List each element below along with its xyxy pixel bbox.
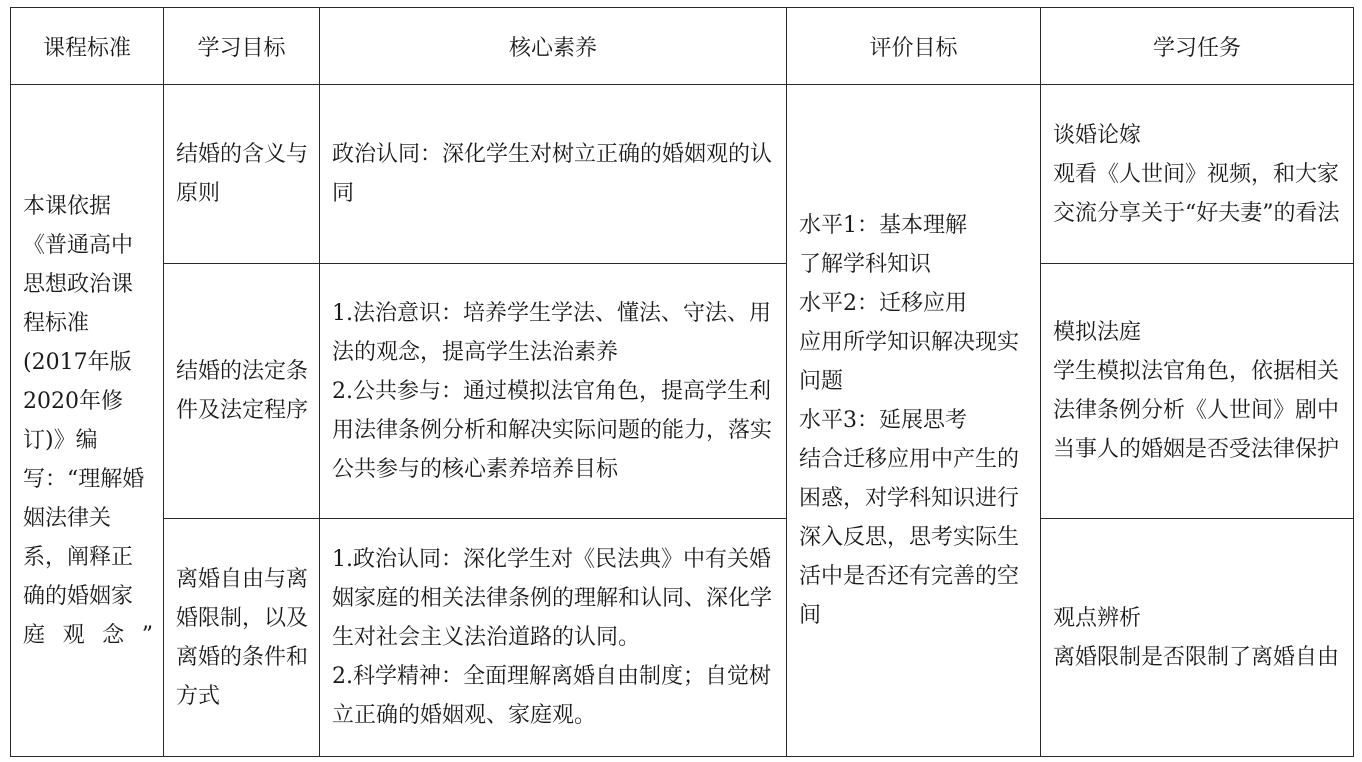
literacy-item: 2.公共参与：通过模拟法官角色，提高学生利用法律条例分析和解决实际问题的能力，落实公共参与的核心素养培养目标 bbox=[332, 378, 773, 482]
task-desc: 离婚限制是否限制了离婚自由 bbox=[1053, 644, 1340, 670]
evaluation-desc: 结合迁移应用中产生的困惑，对学科知识进行深入反思，思考实际生活中是否还有完善的空间 bbox=[799, 447, 1020, 628]
evaluation-desc: 了解学科知识 bbox=[799, 252, 932, 277]
literacy-item: 政治认同：深化学生对树立正确的婚姻观的认同 bbox=[332, 142, 773, 206]
goal-cell: 离婚自由与离婚限制，以及离婚的条件和方式 bbox=[164, 519, 320, 757]
evaluation-level: 水平1：基本理解 bbox=[799, 213, 967, 238]
goal-cell: 结婚的含义与原则 bbox=[164, 85, 320, 264]
table-row bbox=[11, 519, 1354, 757]
table-row bbox=[11, 264, 1354, 519]
task-title: 谈婚论嫁 bbox=[1053, 122, 1142, 148]
header-evaluation: 评价目标 bbox=[787, 8, 1041, 85]
task-desc: 观看《人世间》视频，和大家交流分享关于“好夫妻”的看法 bbox=[1053, 161, 1340, 226]
task-desc: 学生模拟法官角色，依据相关法律条例分析《人世间》剧中当事人的婚姻是否受法律保护 bbox=[1053, 359, 1340, 462]
literacy-cell bbox=[320, 519, 787, 757]
literacy-item: 1.法治意识：培养学生学法、懂法、守法、用法的观念，提高学生法治素养 bbox=[332, 300, 771, 365]
literacy-cell bbox=[320, 85, 787, 264]
literacy-item: 2.科学精神：全面理解离婚自由制度；自觉树立正确的婚姻观、家庭观。 bbox=[332, 664, 771, 728]
evaluation-level: 水平3：延展思考 bbox=[799, 408, 967, 433]
goal-cell: 结婚的法定条件及法定程序 bbox=[164, 264, 320, 519]
evaluation-desc: 应用所学知识解决现实问题 bbox=[799, 330, 1020, 394]
task-title: 观点辨析 bbox=[1053, 605, 1142, 631]
header-row bbox=[11, 8, 1354, 85]
evaluation-cell bbox=[787, 85, 1041, 757]
task-title: 模拟法庭 bbox=[1053, 320, 1142, 345]
task-cell bbox=[1041, 519, 1354, 757]
literacy-item: 1.政治认同：深化学生对《民法典》中有关婚姻家庭的相关法律条例的理解和认同、深化学生对社会主义法治道路的认同。 bbox=[332, 547, 773, 650]
literacy-cell bbox=[320, 264, 787, 519]
curriculum-standard-cell: 本课依据《普通高中思想政治课程标准(2017年版2020年修订)》编写：“理解婚姻法律关系，阐释正确的婚姻家庭观念” bbox=[11, 85, 164, 757]
header-literacy: 核心素养 bbox=[320, 8, 787, 85]
header-standard: 课程标准 bbox=[11, 8, 164, 85]
header-goal: 学习目标 bbox=[164, 8, 320, 85]
evaluation-level: 水平2：迁移应用 bbox=[799, 291, 967, 316]
header-task: 学习任务 bbox=[1041, 8, 1354, 85]
task-cell bbox=[1041, 85, 1354, 264]
task-cell bbox=[1041, 264, 1354, 519]
table-row bbox=[11, 85, 1354, 264]
curriculum-table bbox=[10, 7, 1354, 757]
